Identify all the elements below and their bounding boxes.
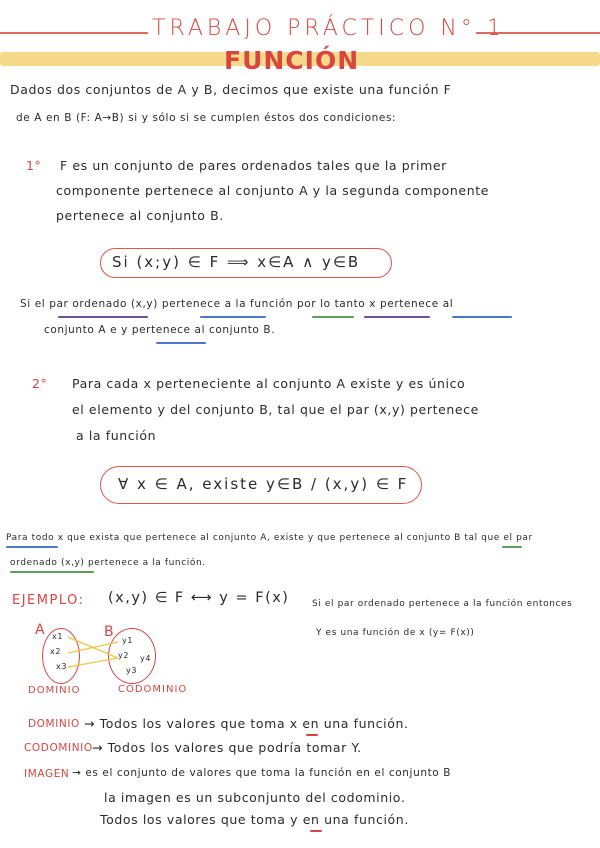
imagen-extra-1: la imagen es un subconjunto del codominio. (104, 790, 406, 805)
b-item-y2: y2 (118, 651, 130, 660)
dominio-label: DOMINIO (28, 685, 81, 696)
a-item-x1: x1 (52, 632, 64, 641)
example-formula: (x,y) ∈ F ⟷ y = F(x) (108, 590, 290, 606)
intro-line-2: de A en B (F: A→B) si y sólo si se cumplen éstos dos condiciones: (16, 112, 397, 124)
cond2-line-1: Para cada x perteneciente al conjunto A existe y es único (72, 376, 466, 391)
b-item-y3: y3 (126, 666, 138, 675)
a-item-x3: x3 (56, 662, 68, 671)
cond2-formula: ∀ x ∈ A, existe y∈B / (x,y) ∈ F (118, 475, 409, 493)
cond1-line-3: pertenece al conjunto B. (56, 208, 224, 223)
imagen-extra-2: Todos los valores que toma y en una función. (100, 812, 409, 827)
set-b-label: B (104, 624, 115, 640)
cond2-line-3: a la función (76, 428, 157, 443)
cond1-note-1: Si el par ordenado (x,y) pertenece a la función por lo tanto x pertenece al (20, 298, 454, 310)
cond2-note-2: ordenado (x,y) pertenece a la función. (10, 558, 206, 568)
cond1-formula: Si (x;y) ∈ F ⟹ x∈A ∧ y∈B (112, 253, 361, 271)
page-title: TRABAJO PRÁCTICO N° 1 (152, 16, 505, 41)
a-item-x2: x2 (50, 647, 62, 656)
def-imagen-text: → es el conjunto de valores que toma la función en el conjunto B (72, 767, 452, 779)
example-label: EJEMPLO: (12, 593, 85, 608)
def-codominio-text: → Todos los valores que podría tomar Y. (92, 740, 362, 755)
underline-x (306, 734, 318, 736)
cond2-line-2: el elemento y del conjunto B, tal que el par (x,y) pertenece (72, 402, 479, 417)
set-a-label: A (35, 622, 46, 638)
def-codominio-term: CODOMINIO (24, 742, 93, 754)
cond1-line-2: componente pertenece al conjunto A y la segunda componente (56, 183, 490, 198)
example-note-2: Y es una función de x (y= F(x)) (316, 628, 475, 638)
codominio-label: CODOMINIO (118, 684, 188, 695)
b-item-y4: y4 (140, 654, 152, 663)
underline-y (310, 830, 322, 832)
b-item-y1: y1 (122, 636, 134, 645)
def-dominio-text: → Todos los valores que toma x en una función. (84, 716, 409, 731)
cond2-note-1: Para todo x que exista que pertenece al conjunto A, existe y que pertenece al conjunto B tal que el par (6, 533, 533, 543)
cond1-number: 1° (26, 158, 42, 173)
def-dominio-term: DOMINIO (28, 718, 80, 730)
intro-line-1: Dados dos conjuntos de A y B, decimos que existe una función F (10, 82, 452, 97)
cond1-note-2: conjunto A e y pertenece al conjunto B. (44, 324, 276, 336)
cond1-line-1: F es un conjunto de pares ordenados tales que la primer (60, 158, 447, 173)
def-imagen-term: IMAGEN (24, 768, 70, 780)
example-note-1: Si el par ordenado pertenece a la función entonces (312, 599, 573, 609)
cond2-number: 2° (32, 376, 48, 391)
page-subtitle: FUNCIÓN (224, 46, 360, 75)
